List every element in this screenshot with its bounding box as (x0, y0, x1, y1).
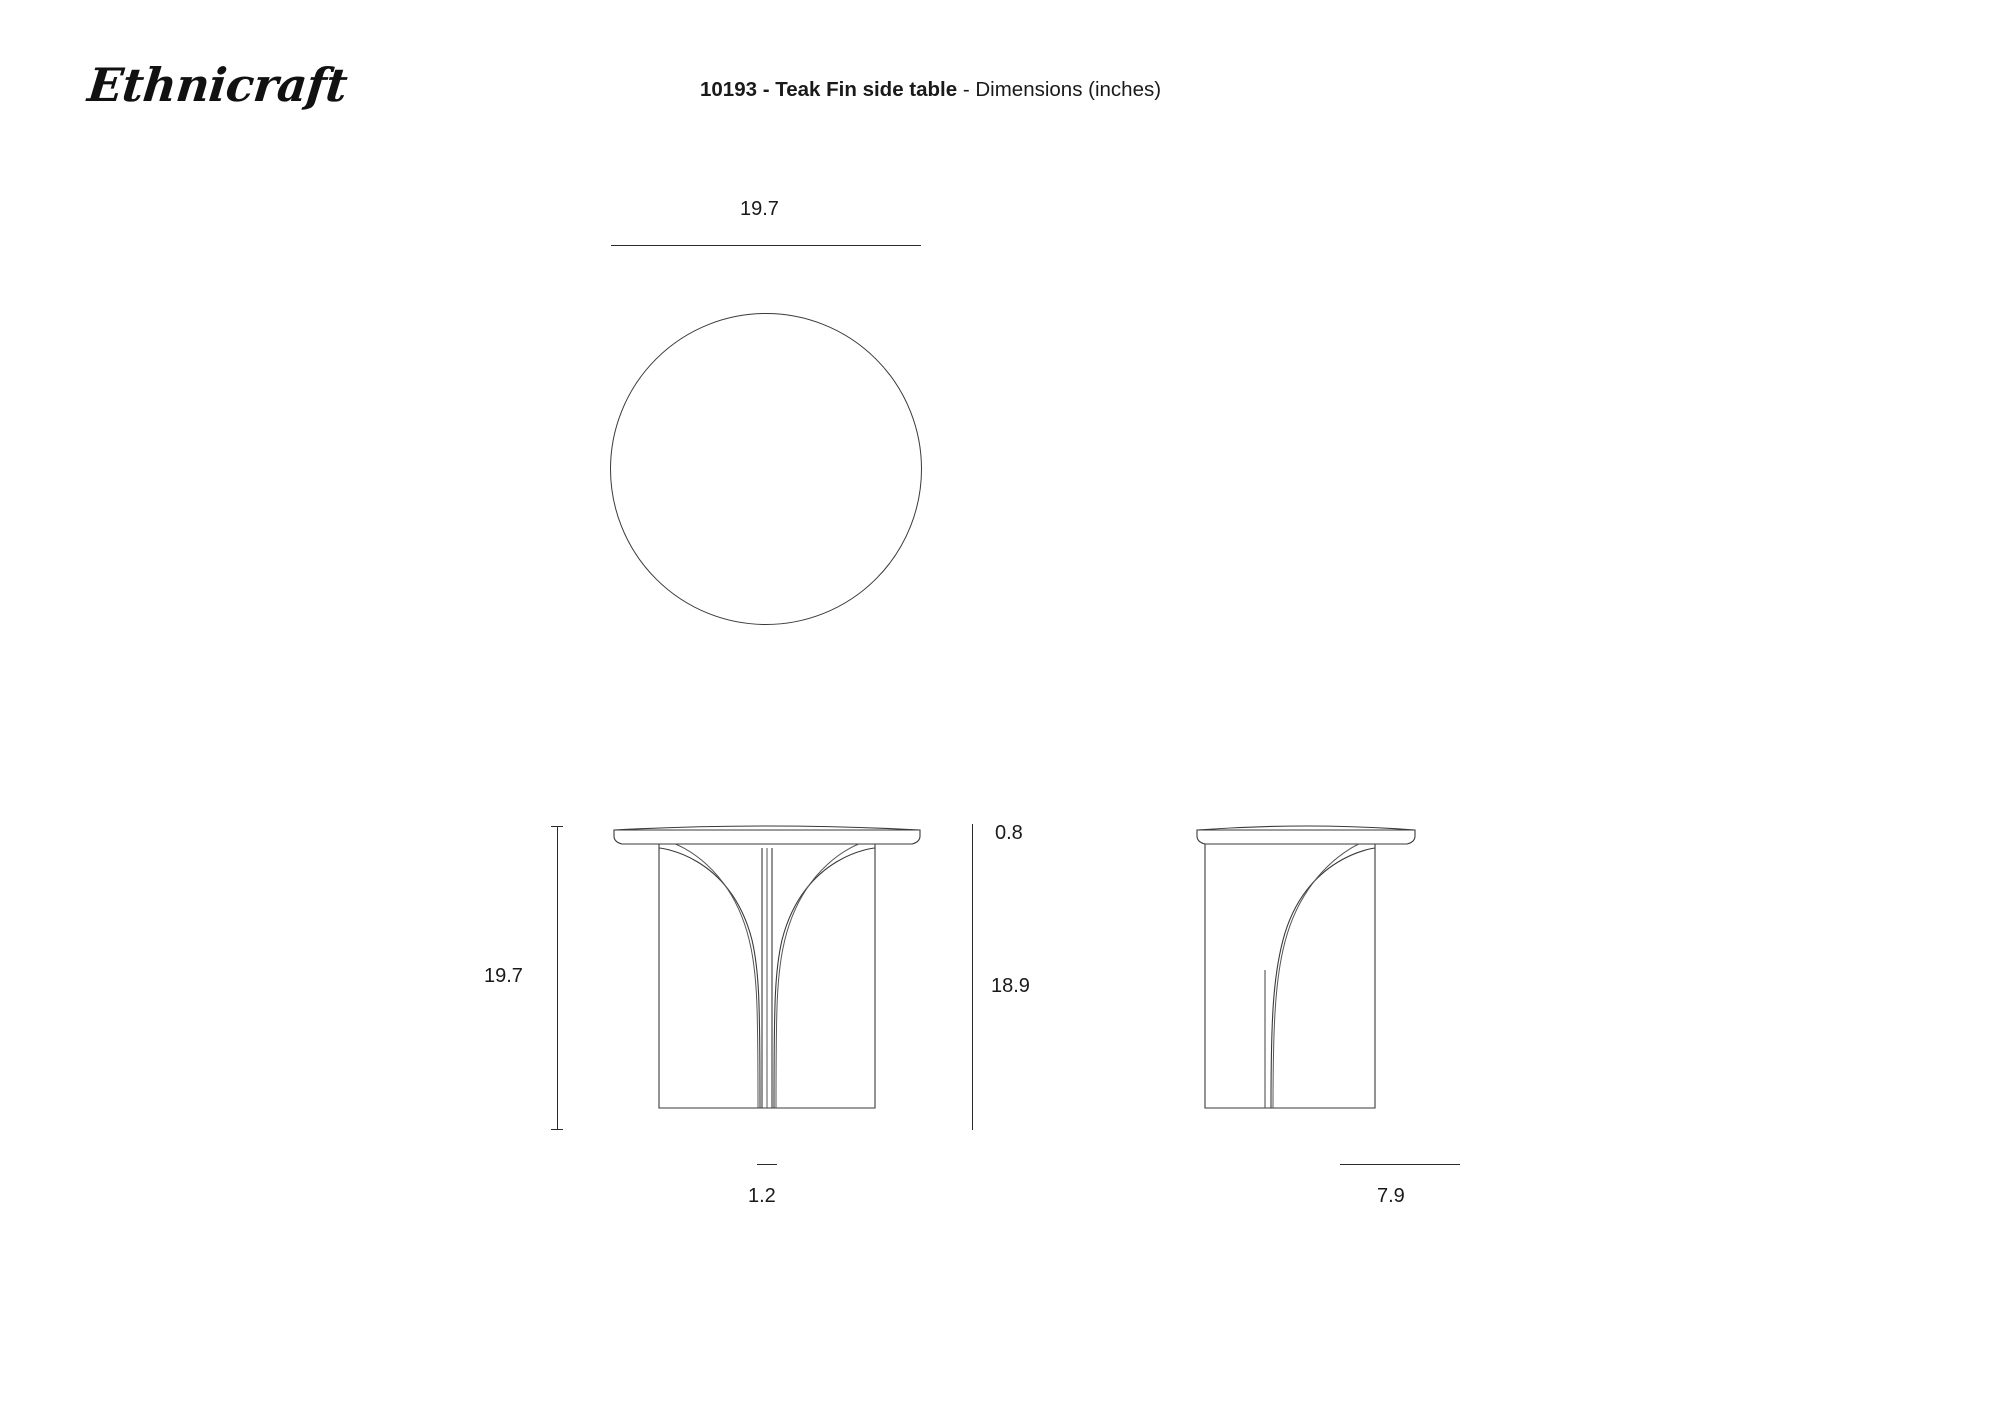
product-name: Teak Fin side table (775, 78, 958, 101)
title-separator-1: - (757, 78, 776, 101)
top-view-tabletop (610, 313, 922, 625)
title-subtitle: Dimensions (inches) (975, 78, 1162, 101)
top-view-diameter-label: 19.7 (740, 198, 779, 220)
front-height-label: 19.7 (484, 965, 523, 987)
side-depth-dimension-line (1340, 1164, 1460, 1165)
front-height-tick-top (551, 826, 563, 827)
top-view-diameter-line (611, 245, 921, 246)
side-elevation-drawing (1195, 820, 1417, 1130)
side-depth-label: 7.9 (1377, 1185, 1405, 1207)
front-base-height-label: 18.9 (991, 975, 1030, 997)
title-separator-2: - (957, 78, 976, 101)
front-elevation-drawing (612, 820, 922, 1130)
front-right-dimension-line (972, 824, 973, 1130)
front-fin-width-label: 1.2 (748, 1185, 776, 1207)
brand-logo: Ethnicraft (85, 58, 350, 112)
front-top-thickness-label: 0.8 (995, 822, 1023, 844)
front-height-dimension-line (557, 826, 558, 1129)
front-fin-width-line (757, 1164, 777, 1165)
front-height-tick-bottom (551, 1129, 563, 1130)
page-title (700, 78, 1161, 102)
product-code: 10193 (700, 78, 758, 101)
